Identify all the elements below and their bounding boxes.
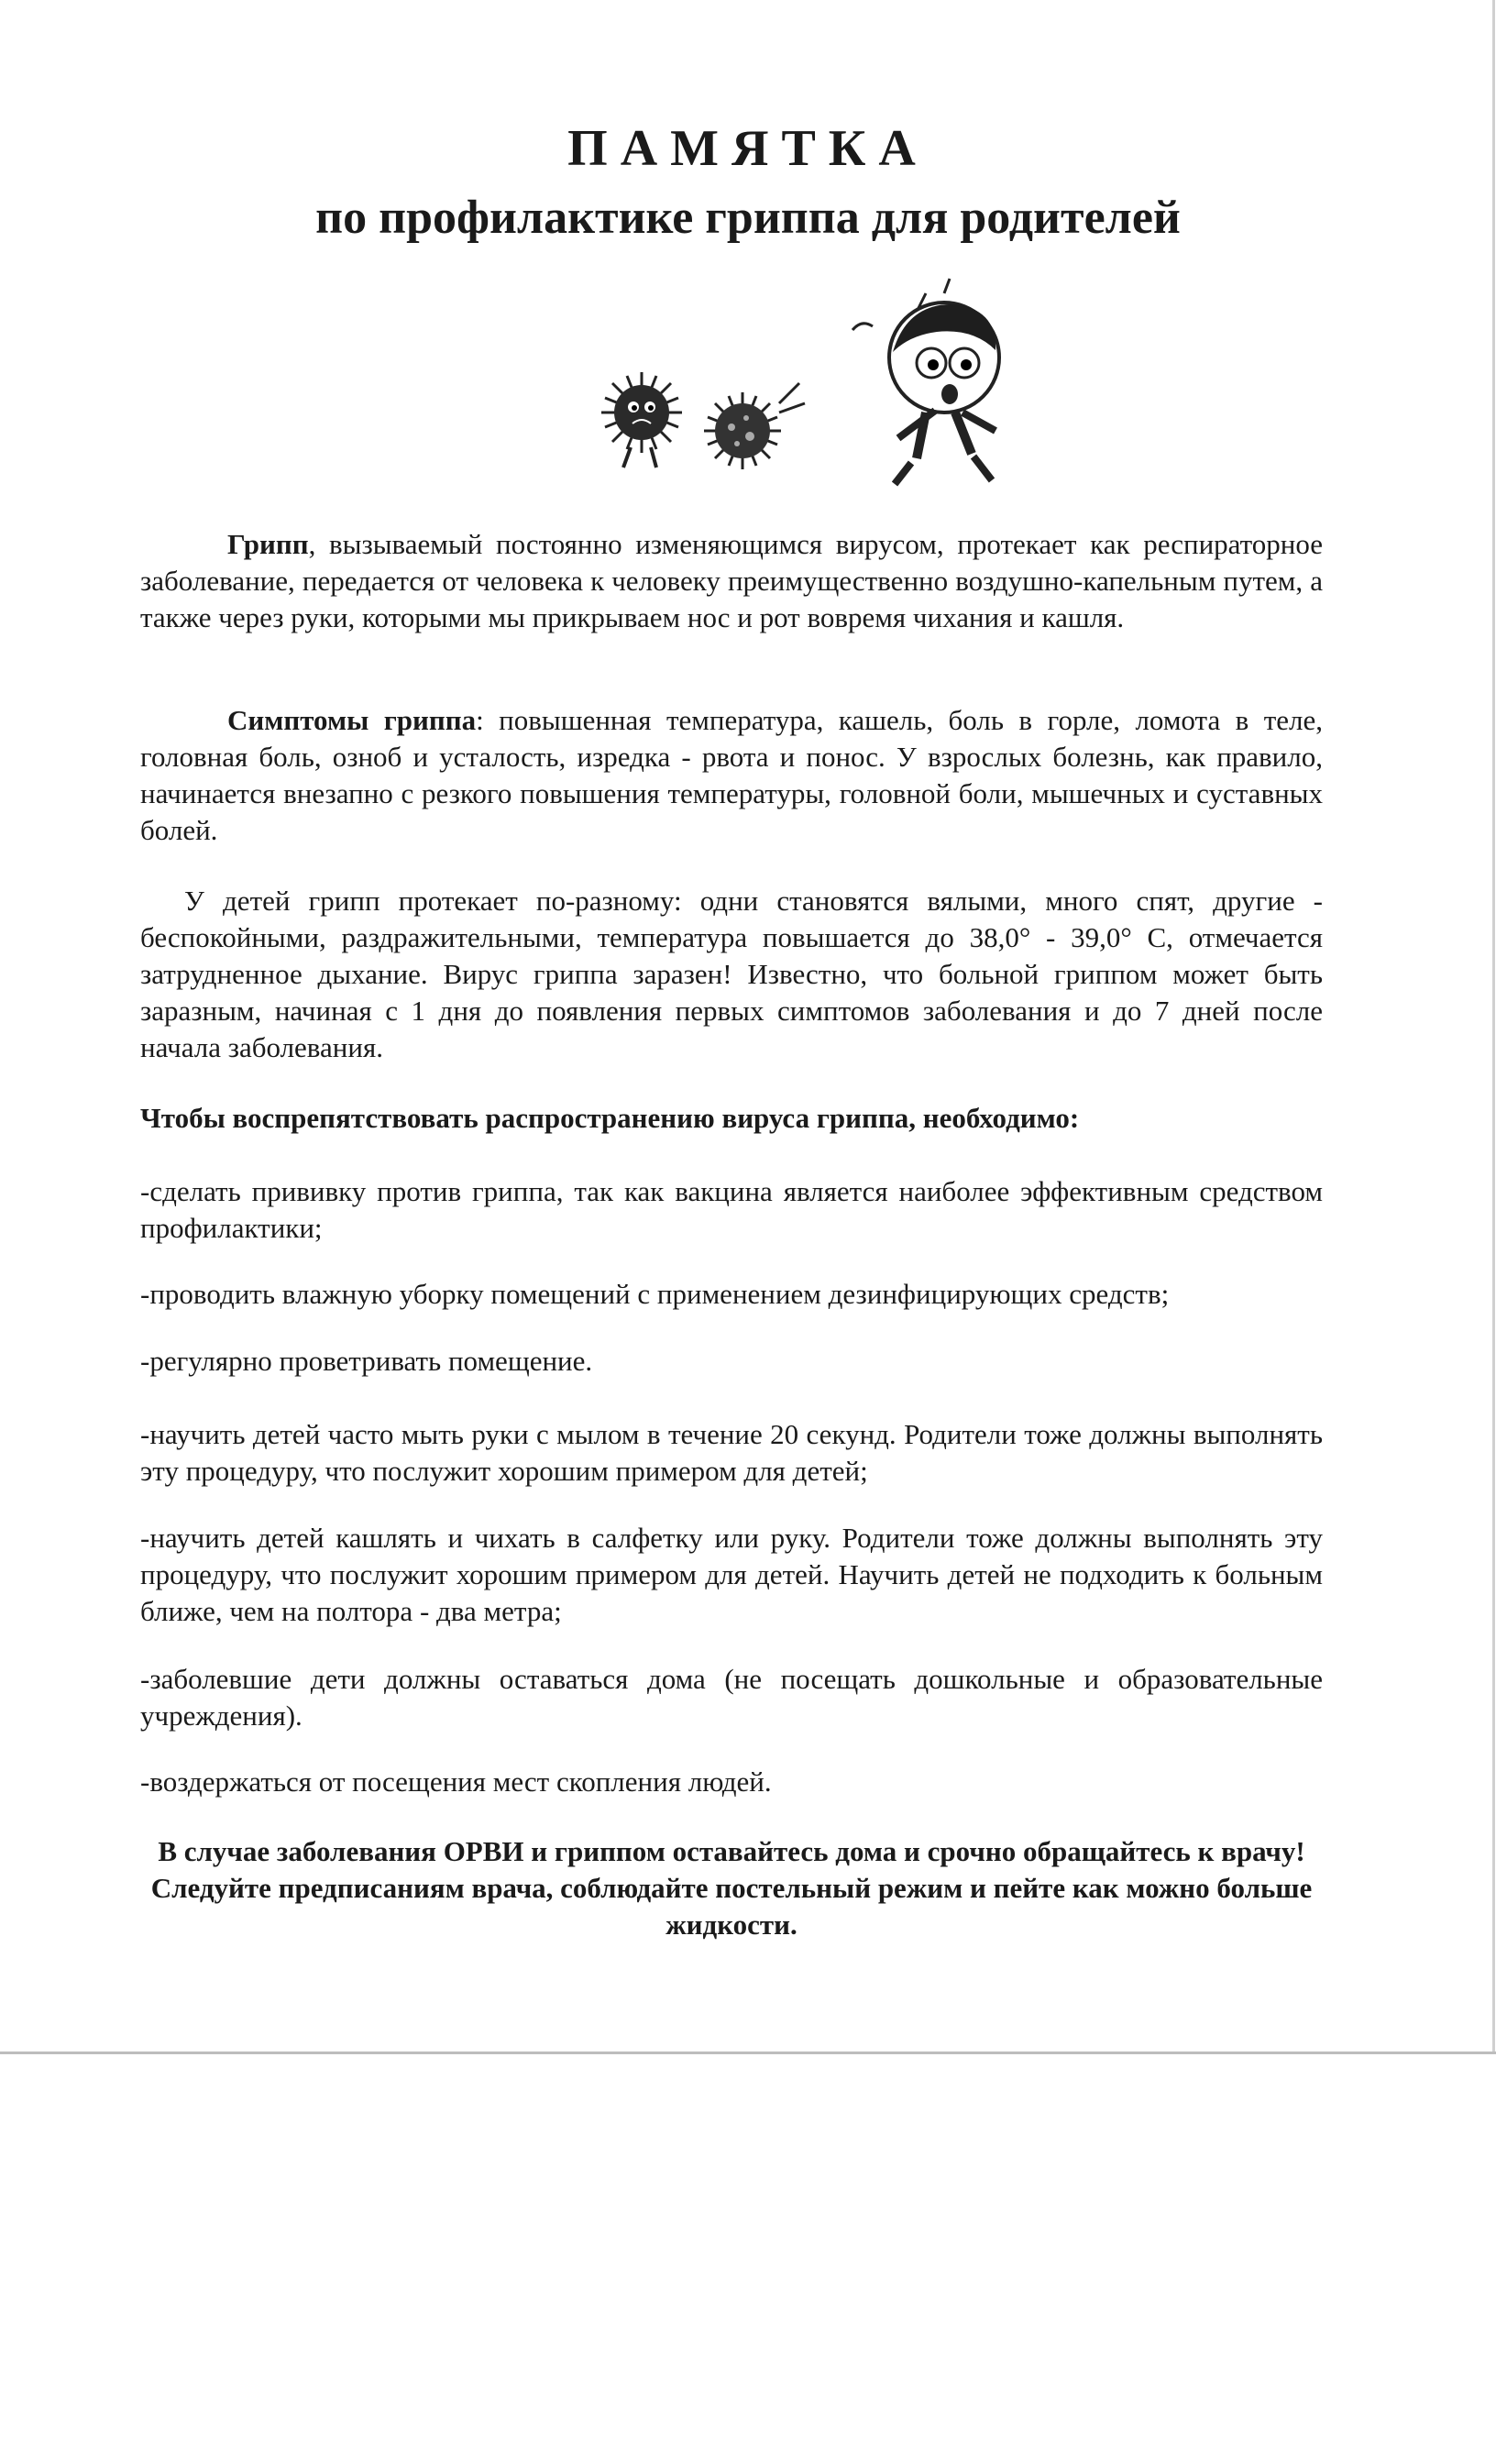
paragraph-flu-definition bbox=[140, 526, 1323, 636]
measures-heading: Чтобы воспрепятствовать распространению вируса гриппа, необходимо: bbox=[140, 1102, 1080, 1134]
page-edge-right bbox=[1492, 0, 1495, 2053]
running-boy-icon bbox=[852, 279, 999, 484]
page-edge-bottom bbox=[0, 2052, 1496, 2054]
measure-item: -регулярно проветривать помещение. bbox=[140, 1345, 593, 1377]
paragraph-flu-in-children: У детей грипп протекает по-разному: одни становятся вялыми, много спят, другие - беспокойными, раздражительными, температура повышается до 38,0° - 39,0° С, отмечается затрудненное дыхание. Вирус гриппа заразен! Известно, что больной гриппом может быть заразным, начиная с 1 дня до появления первых симптомов заболевания и до 7 дней после начала заболевания. bbox=[140, 885, 1323, 1063]
flu-definition-text: , вызываемый постоянно изменяющимся вирусом, протекает как респираторное заболевание, передается от человека к человеку преимущественно воздушно-капельным путем, а также через руки, которыми мы прикрываем нос и рот вовремя чихания и кашля. bbox=[140, 528, 1323, 633]
virus-icon bbox=[704, 383, 805, 469]
page-subtitle: по профилактике гриппа для родителей bbox=[315, 192, 1181, 244]
flu-term: Грипп bbox=[227, 528, 309, 560]
measure-item: -сделать прививку против гриппа, так как вакцина является наиболее эффективным средством профилактики; bbox=[140, 1175, 1323, 1244]
symptoms-text: : повышенная температура, кашель, боль в горле, ломота в теле, головная боль, озноб и усталость, изредка - рвота и понос. У взрослых болезнь, как правило, начинается внезапно с резкого повышения температуры, головной боли, мышечных и суставных болей. bbox=[140, 704, 1323, 846]
closing-advice: В случае заболевания ОРВИ и гриппом оставайтесь дома и срочно обращайтесь к врачу! Следуйте предписаниям врача, соблюдайте постельный режим и пейте как можно больше жидкости. bbox=[150, 1835, 1313, 1941]
symptoms-term: Симптомы гриппа bbox=[227, 704, 477, 736]
paragraph-flu-symptoms bbox=[140, 702, 1323, 849]
measure-item: -воздержаться от посещения мест скопления людей. bbox=[140, 1766, 772, 1798]
page-title: ПАМЯТКА bbox=[567, 120, 929, 177]
measure-item: -научить детей кашлять и чихать в салфетку или руку. Родители тоже должны выполнять эту процедуру, что послужит хорошим примером для детей. Научить детей не подходить к больным ближе, чем на полтора - два метра; bbox=[140, 1522, 1323, 1627]
virus-icon bbox=[601, 372, 682, 468]
boy-running-from-viruses-icon bbox=[587, 275, 1008, 504]
measure-item: -проводить влажную уборку помещений с применением дезинфицирующих средств; bbox=[140, 1278, 1170, 1310]
measure-item: -научить детей часто мыть руки с мылом в течение 20 секунд. Родители тоже должны выполнять эту процедуру, что послужит хорошим примером для детей; bbox=[140, 1418, 1323, 1487]
measure-item: -заболевшие дети должны оставаться дома (не посещать дошкольные и образовательные учреждения). bbox=[140, 1663, 1323, 1732]
